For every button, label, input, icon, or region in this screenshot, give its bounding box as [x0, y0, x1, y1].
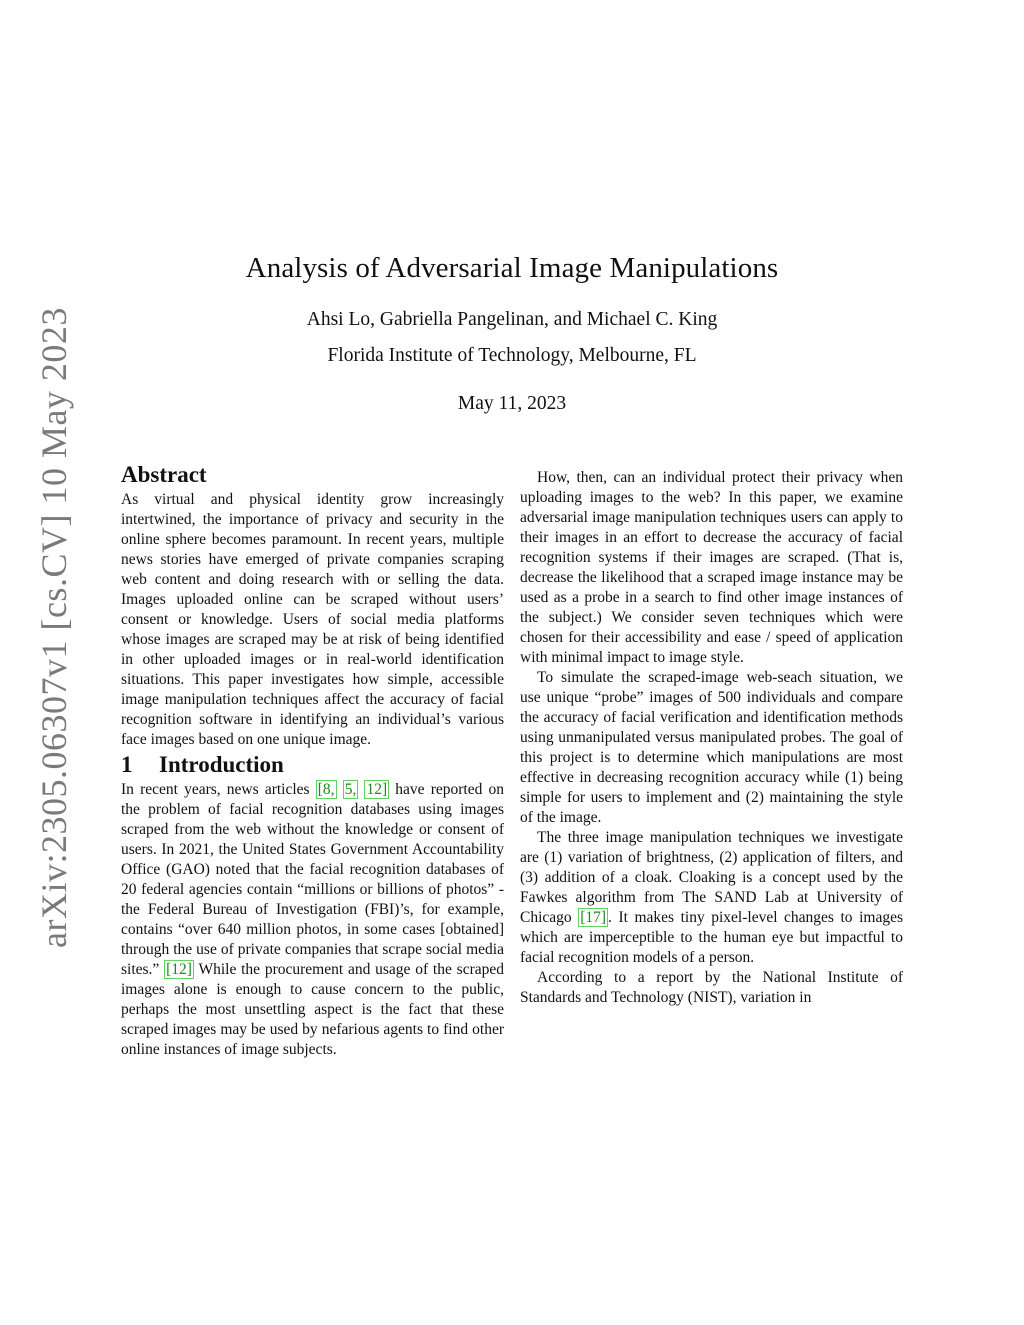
- text-span: The three image manipulation techniques we investigate are (1) variation of brightness, (2) application of filters, and (3) addition of a cloak. Cloaking is a concept used by the Fawkes algorithm from The SAND Lab at University of Chicago: [520, 829, 903, 926]
- arxiv-identifier: arXiv:2305.06307v1 [cs.CV] 10 May 2023: [34, 307, 74, 948]
- intro-paragraph-5: According to a report by the National Institute of Standards and Technology (NIST), variation in: [520, 969, 903, 1006]
- text-span: While the procurement and usage of the scraped images alone is enough to cause concern to the public, perhaps the most unsettling aspect is the fact that these scraped images may be used by nefarious agents to find other online instances of image subjects.: [121, 961, 504, 1058]
- left-column: [121, 460, 504, 1060]
- right-column: [520, 468, 903, 1008]
- publication-date: May 11, 2023: [457, 393, 567, 414]
- citation-link[interactable]: 5,: [344, 781, 357, 798]
- paper-title: Analysis of Adversarial Image Manipulations: [245, 252, 779, 284]
- title-block: [0, 252, 1024, 415]
- intro-paragraph-3: To simulate the scraped-image web-seach situation, we use unique “probe” images of 500 individuals and compare the accuracy of facial verification and identification methods using unmanipulated versus manipulated probes. The goal of this project is to determine which manipulations are most effective in decreasing recognition accuracy while (1) being simple for users to implement and (2) maintaining the style of the image.: [520, 669, 903, 826]
- abstract-text: As virtual and physical identity grow increasingly intertwined, the importance of privacy and security in the online sphere becomes paramount. In recent years, multiple news stories have emerged of private companies scraping web content and doing research with or selling the data. Images uploaded online can be scraped without users’ consent or knowledge. Users of social media platforms whose images are scraped may be at risk of being identified in other uploaded images or in real-world identification situations. This paper investigates how simple, accessible image manipulation techniques affect the accuracy of facial recognition software in identifying an individual’s various face images based on one unique image.: [121, 491, 504, 748]
- intro-paragraph-4: [520, 828, 903, 968]
- citation-link[interactable]: [12]: [166, 961, 192, 978]
- intro-paragraph-1: [121, 780, 504, 1060]
- section-title: Introduction: [159, 752, 284, 777]
- author-list: Ahsi Lo, Gabriella Pangelinan, and Michael C. King: [306, 309, 718, 330]
- abstract-heading: Abstract: [121, 462, 207, 487]
- text-span: have reported on the problem of facial recognition databases using images scraped from the web without the knowledge or consent of users. In 2021, the United States Government Accountability Office (GAO) noted that the facial recognition databases of 20 federal agencies contain “millions or billions of photos” - the Federal Bureau of Investigation (FBI)’s, for example, contains “over 640 million photos, in some cases [obtained] through the use of private companies that scrape social media sites.”: [121, 781, 504, 978]
- intro-paragraph-2: How, then, can an individual protect their privacy when uploading images to the web? In this paper, we examine adversarial image manipulation techniques users can apply to their images in an effort to decrease the accuracy of facial recognition systems if their images are scraped. (That is, decrease the likelihood that a scraped image instance may be used as a probe in a search to find other image instances of the subject.) We consider seven techniques which were chosen for their accessibility and ease / speed of application with minimal impact to image style.: [520, 469, 903, 666]
- introduction-heading: [121, 750, 504, 780]
- affiliation: Florida Institute of Technology, Melbourne, FL: [327, 345, 697, 366]
- text-span: In recent years, news articles: [121, 781, 316, 798]
- citation-link[interactable]: 12]: [366, 781, 388, 798]
- section-number: 1: [121, 752, 133, 777]
- citation-link[interactable]: [17]: [580, 909, 607, 926]
- text-span: . It makes tiny pixel-level changes to images which are imperceptible to the human eye but impactful to facial recognition models of a person.: [520, 909, 904, 966]
- citation-link[interactable]: [8,: [317, 781, 335, 798]
